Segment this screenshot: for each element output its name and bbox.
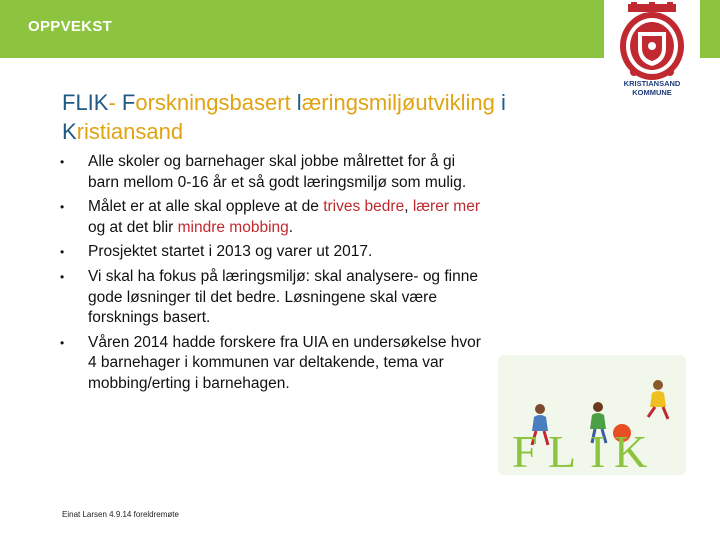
bullet-marker: • <box>60 200 65 215</box>
emphasis-text: trives bedre <box>323 198 405 216</box>
flik-logo <box>498 355 686 475</box>
bullet-item: • Alle skoler og barnehager skal jobbe målrettet for å gi barn mellom 0-16 år et så godt læringsmiljø som mulig. <box>60 153 467 191</box>
logo-letter: K <box>614 426 648 475</box>
brand-label: OPPVEKST <box>28 18 113 35</box>
emphasis-text: mindre mobbing <box>177 218 289 236</box>
flik-illustration-icon <box>498 355 686 475</box>
bullet-item: • Prosjektet startet i 2013 og varer ut 2017. <box>60 242 490 263</box>
bullet-item: • Våren 2014 hadde forskere fra UIA en undersøkelse hvor 4 barnehager i kommunen var deltakende, tema var mobbing/erting i barnehagen. <box>60 333 481 392</box>
municipality-name: KRISTIANSAND KOMMUNE <box>623 79 681 97</box>
bullet-item: • Vi skal ha fokus på læringsmiljø: skal analysere- og finne gode løsninger til det bedre. Løsningene skal være forsknings basert. <box>60 267 478 327</box>
footer-note: Einat Larsen 4.9.14 foreldremøte <box>62 510 179 519</box>
bullet-marker: • <box>60 335 65 350</box>
bullet-list <box>60 152 490 399</box>
coat-of-arms-icon <box>614 2 690 82</box>
bullet-marker: • <box>60 155 65 169</box>
bullet-marker: • <box>60 269 65 284</box>
logo-letter: L <box>548 426 577 475</box>
logo-letter: F <box>512 426 538 475</box>
logo-letter: I <box>590 426 606 475</box>
bullet-item: • Målet er at alle skal oppleve at de trives bedre, lærer mer og at det blir mindre mobbing. <box>60 198 480 236</box>
slide-title: FLIK- Forskningsbasert læringsmiljøutvikling i Kristiansand <box>62 90 506 144</box>
emphasis-text: lærer mer <box>412 198 480 216</box>
bullet-marker: • <box>60 245 65 260</box>
